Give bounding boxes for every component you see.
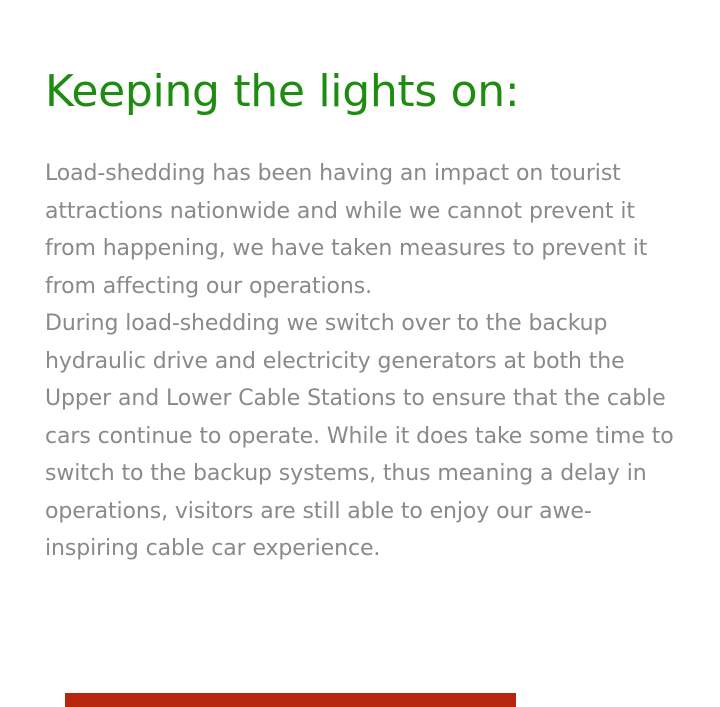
paragraph-intro: Load-shedding has been having an impact on tourist attractions nationwide and while we cannot prevent it from happening, we have taken measures to prevent it from affecting our operations. xyxy=(45,161,648,299)
body-text xyxy=(45,155,685,568)
paragraph-details: During load-shedding we switch over to the backup hydraulic drive and electricity generators at both the Upper and Lower Cable Stations to ensure that the cable cars continue to operate. While it does take some time to switch to the backup systems, thus meaning a delay in operations, visitors are still able to enjoy our awe-inspiring cable car experience. xyxy=(45,311,674,561)
page-heading: Keeping the lights on: xyxy=(45,66,520,117)
accent-bar xyxy=(65,693,516,707)
